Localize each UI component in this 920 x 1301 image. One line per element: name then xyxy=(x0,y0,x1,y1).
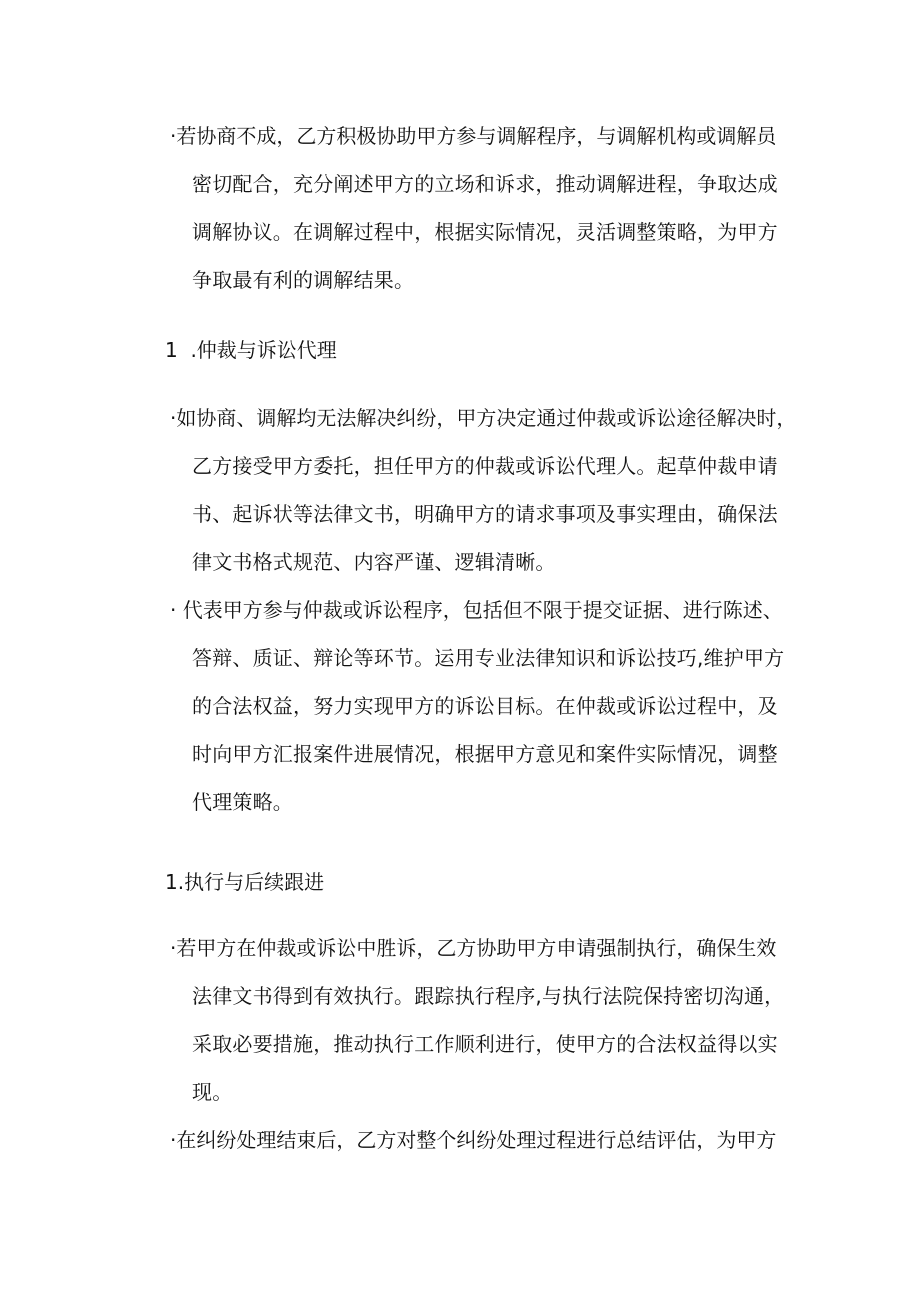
paragraph-3-line-3: 的合法权益，努力实现甲方的诉讼目标。在仲裁或诉讼过程中，及 xyxy=(192,694,778,718)
paragraph-5-line-1: ·在纠纷处理结束后，乙方对整个纠纷处理过程进行总结评估，为甲方 xyxy=(170,1128,777,1152)
paragraph-1-line-4: 争取最有利的调解结果。 xyxy=(192,268,415,292)
paragraph-4-line-1: ·若甲方在仲裁或诉讼中胜诉，乙方协助甲方申请强制执行，确保生效 xyxy=(170,936,777,960)
paragraph-1-line-2: 密切配合，充分阐述甲方的立场和诉求，推动调解进程，争取达成 xyxy=(192,172,778,196)
paragraph-4-line-4: 现。 xyxy=(192,1080,233,1104)
paragraph-4-line-2: 法律文书得到有效执行。跟踪执行程序,与执行法院保持密切沟通， xyxy=(192,984,785,1008)
paragraph-2-line-4: 律文书格式规范、内容严谨、逻辑清晰。 xyxy=(192,550,556,574)
paragraph-3-line-4: 时向甲方汇报案件进展情况，根据甲方意见和案件实际情况，调整 xyxy=(192,742,778,766)
paragraph-3-line-1: · 代表甲方参与仲裁或诉讼程序，包括但不限于提交证据、进行陈述、 xyxy=(170,598,783,622)
paragraph-2-line-1: ·如协商、调解均无法解决纠纷，甲方决定通过仲裁或诉讼途径解决时， xyxy=(170,406,797,430)
section-heading-arbitration: 1 .仲裁与诉讼代理 xyxy=(165,338,337,362)
paragraph-4-line-3: 采取必要措施，推动执行工作顺利进行，使甲方的合法权益得以实 xyxy=(192,1032,778,1056)
paragraph-1-line-1: ·若协商不成，乙方积极协助甲方参与调解程序，与调解机构或调解员 xyxy=(170,124,777,148)
paragraph-2-line-2: 乙方接受甲方委托，担任甲方的仲裁或诉讼代理人。起草仲裁申请 xyxy=(192,454,778,478)
paragraph-1-line-3: 调解协议。在调解过程中，根据实际情况，灵活调整策略，为甲方 xyxy=(192,220,778,244)
paragraph-3-line-5: 代理策略。 xyxy=(192,790,293,814)
paragraph-3-line-2: 答辩、质证、辩论等环节。运用专业法律知识和诉讼技巧,维护甲方 xyxy=(192,646,785,670)
paragraph-2-line-3: 书、起诉状等法律文书，明确甲方的请求事项及事实理由，确保法 xyxy=(192,502,778,526)
section-heading-execution: 1.执行与后续跟进 xyxy=(165,870,325,894)
